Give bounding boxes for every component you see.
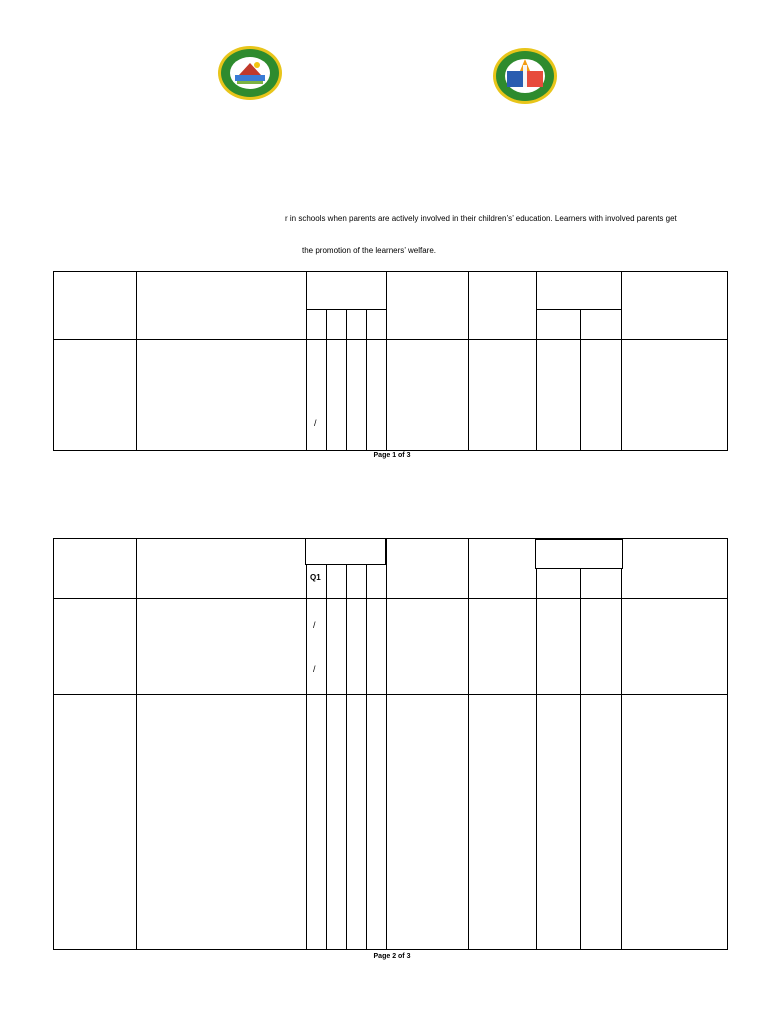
right-school-seal-icon [492,47,558,105]
page2-page-number: Page 2 of 3 [373,953,411,960]
page1-page-number: Page 1 of 3 [373,452,411,459]
page2-check-mark-1: / [313,620,316,630]
page2-check-mark-2: / [313,664,316,674]
page2-q1-label: Q1 [310,573,321,582]
intro-text-line-2: the promotion of the learners’ welfare. [302,246,436,255]
page1-check-mark: / [314,418,317,428]
left-school-seal-icon [217,45,283,101]
intro-text-line-1: r in schools when parents are actively involved in their children’s’ education. Learners with involved parents get [285,214,677,223]
